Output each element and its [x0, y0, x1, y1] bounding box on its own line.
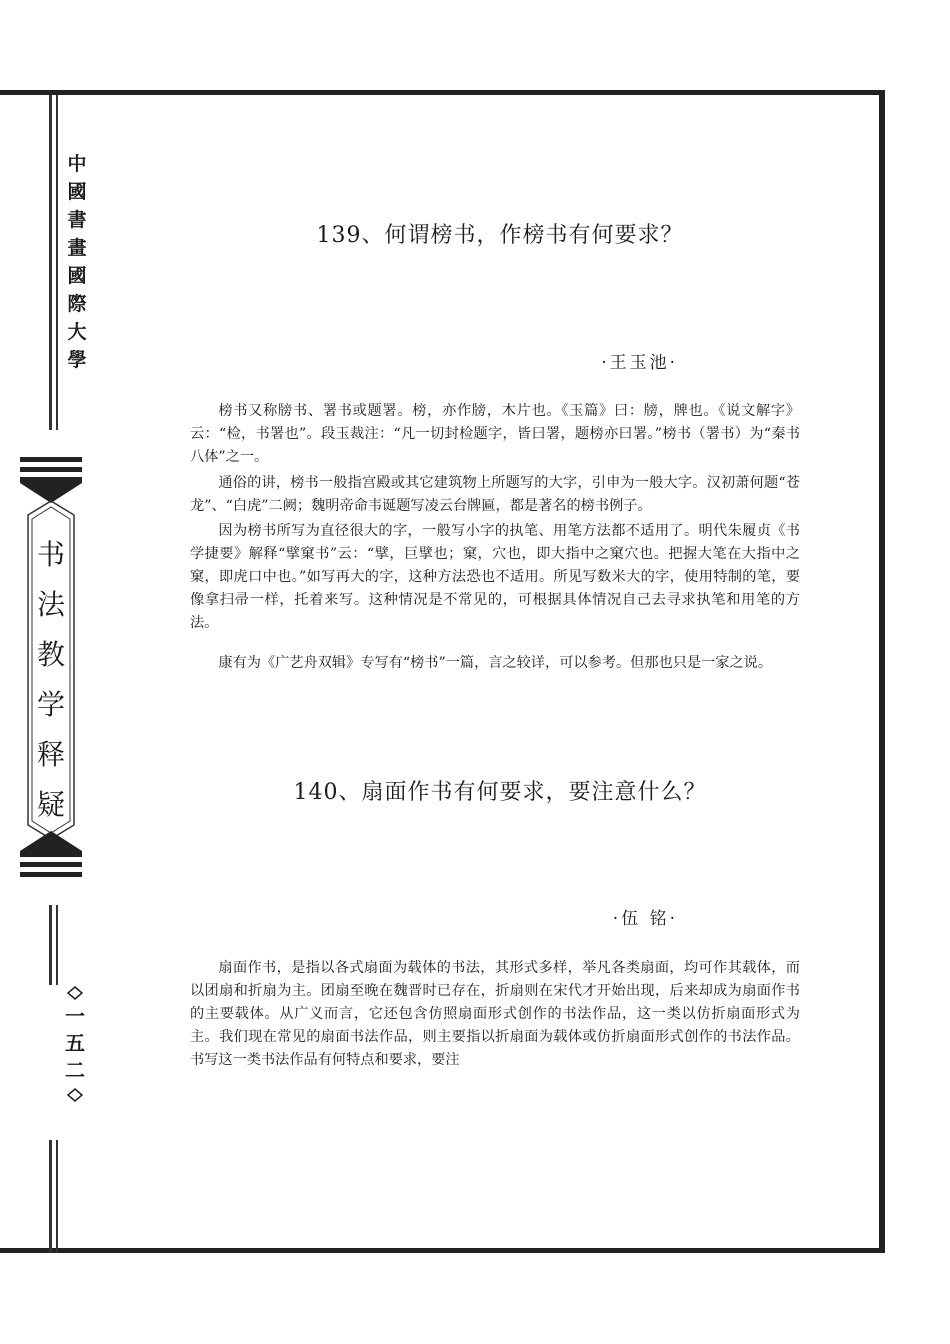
series-title-char: 國	[67, 265, 87, 287]
sidebar-rule	[49, 905, 52, 985]
series-title-char: 際	[67, 293, 87, 315]
body-paragraph: 因为榜书所写为直径很大的字，一般写小字的执笔、用笔方法都不适用了。明代朱履贞《书学捷要》解释“擘窠书”云：“擘，巨擘也；窠，穴也，即大指中之窠穴也。把握大笔在大指中之窠，即虎口中也。”如写再大的字，这种方法恐也不适用。所见写数米大的字，使用特制的笔，要像拿扫帚一样，托着来写。这种情况是不常见的，可根据具体情况自己去寻求执笔和用笔的方法。	[190, 523, 800, 631]
body-paragraph: 扇面作书，是指以各式扇面为载体的书法，其形式多样，举凡各类扇面，均可作其载体，而以团扇和折扇为主。团扇至晚在魏晋时已存在，折扇则在宋代才开始出现，后来却成为扇面作书的主要载体。从广义而言，它还包含仿照扇面形式创作的书法作品，这一类以仿折扇面形式为主。我们现在常见的扇面书法作品，则主要指以折扇面为载体或仿折扇面形式创作的书法作品。书写这一类书法作品有何特点和要求，要注	[190, 960, 800, 1068]
frame-bottom-border	[0, 1248, 885, 1253]
page-number-char: 二	[65, 1058, 85, 1082]
section-title: 139、何谓榜书，作榜书有何要求？	[316, 223, 684, 248]
book-title-char: 学	[36, 688, 65, 721]
series-title-char: 畫	[67, 237, 87, 259]
sidebar-rule	[56, 1140, 58, 1253]
body-paragraph: 康有为《广艺舟双辑》专写有“榜书”一篇，言之较详，可以参考。但那也只是一家之说。	[218, 655, 773, 671]
diamond-icon	[67, 1088, 83, 1102]
diamond-icon	[67, 986, 83, 1000]
section-author: ·伍 铭·	[612, 909, 678, 929]
book-title-char: 法	[36, 588, 65, 621]
series-title	[60, 150, 94, 374]
page-number	[60, 1003, 90, 1084]
frame-top-border	[0, 90, 885, 95]
section-author: ·王玉池·	[601, 353, 678, 373]
series-title-char: 中	[67, 153, 87, 175]
book-title-char: 释	[36, 738, 65, 771]
sidebar-rule	[49, 95, 52, 430]
book-title	[24, 530, 78, 830]
body-paragraph: 榜书又称牓书、署书或题署。榜，亦作牓，木片也。《玉篇》曰：牓，牌也。《说文解字》云：“检，书署也”。段玉裁注：“凡一切封检题字，皆曰署，题榜亦曰署。”榜书（署书）为“秦书八体”之一。	[190, 403, 800, 465]
section-title: 140、扇面作书有何要求，要注意什么？	[293, 780, 707, 805]
body-paragraph: 通俗的讲，榜书一般指宫殿或其它建筑物上所题写的大字，引申为一般大字。汉初萧何题“苍龙”、“白虎”二阙；魏明帝命韦诞题写凌云台牌匾，都是著名的榜书例子。	[190, 475, 800, 514]
page-number-char: 一	[65, 1004, 85, 1028]
series-title-char: 學	[67, 349, 87, 371]
book-title-char: 教	[36, 638, 65, 671]
page-number-char: 五	[65, 1031, 85, 1055]
book-title-char: 书	[36, 538, 65, 571]
series-title-char: 國	[67, 181, 87, 203]
series-title-char: 書	[67, 209, 87, 231]
sidebar-rule	[56, 905, 58, 985]
frame-right-border	[879, 90, 885, 1253]
sidebar-rule	[56, 95, 58, 430]
series-title-char: 大	[67, 321, 87, 343]
sidebar-rule	[49, 1140, 52, 1253]
book-title-char: 疑	[36, 788, 65, 821]
